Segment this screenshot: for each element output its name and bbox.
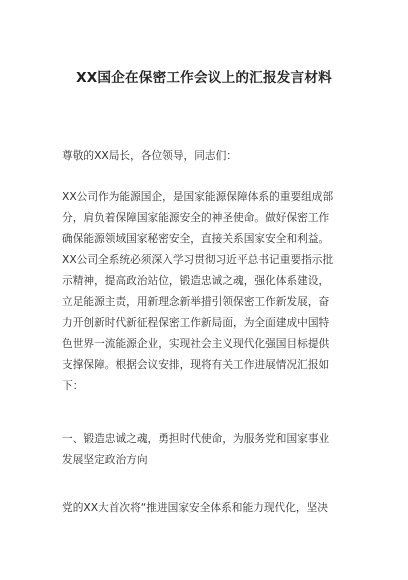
paragraph-line: 色世界一流能源企业，实现社会主义现代化强国目标提供 <box>62 337 330 350</box>
paragraph-line: 立足能源主责，用新理念新举措引领保密工作新发展，奋 <box>62 295 330 308</box>
paragraph-line: 确保能源领域国家秘密安全，直接关系国家安全和利益。 <box>62 232 330 245</box>
paragraph-line: 下： <box>62 379 84 392</box>
paragraph-line: 支撑保障。根据会议安排，现将有关工作进展情况汇报如 <box>62 358 330 371</box>
paragraph-line: 党的XX大首次将“推进国家安全体系和能力现代化，坚决 <box>62 501 328 514</box>
section-heading-line: 发展坚定政治方向 <box>62 453 148 466</box>
paragraph-line: 分，肩负着保障国家能源安全的神圣使命。做好保密工作 <box>62 211 330 224</box>
document-title: XX国企在保密工作会议上的汇报发言材料 <box>76 70 332 86</box>
section-heading-line: 一、锻造忠诚之魂，勇担时代使命，为服务党和国家事业 <box>62 432 330 445</box>
paragraph-line: XX公司作为能源国企，是国家能源保障体系的重要组成部 <box>62 190 334 203</box>
paragraph-line: 示精神，提高政治站位，锻造忠诚之魂，强化体系建设， <box>62 274 330 287</box>
paragraph-line: 力开创新时代新征程保密工作新局面，为全面建成中国特 <box>62 316 330 329</box>
salutation: 尊敬的XX局长，各位领导，同志们： <box>62 149 237 162</box>
paragraph-line: XX公司全系统必须深入学习贯彻习近平总书记重要指示批 <box>62 253 334 266</box>
